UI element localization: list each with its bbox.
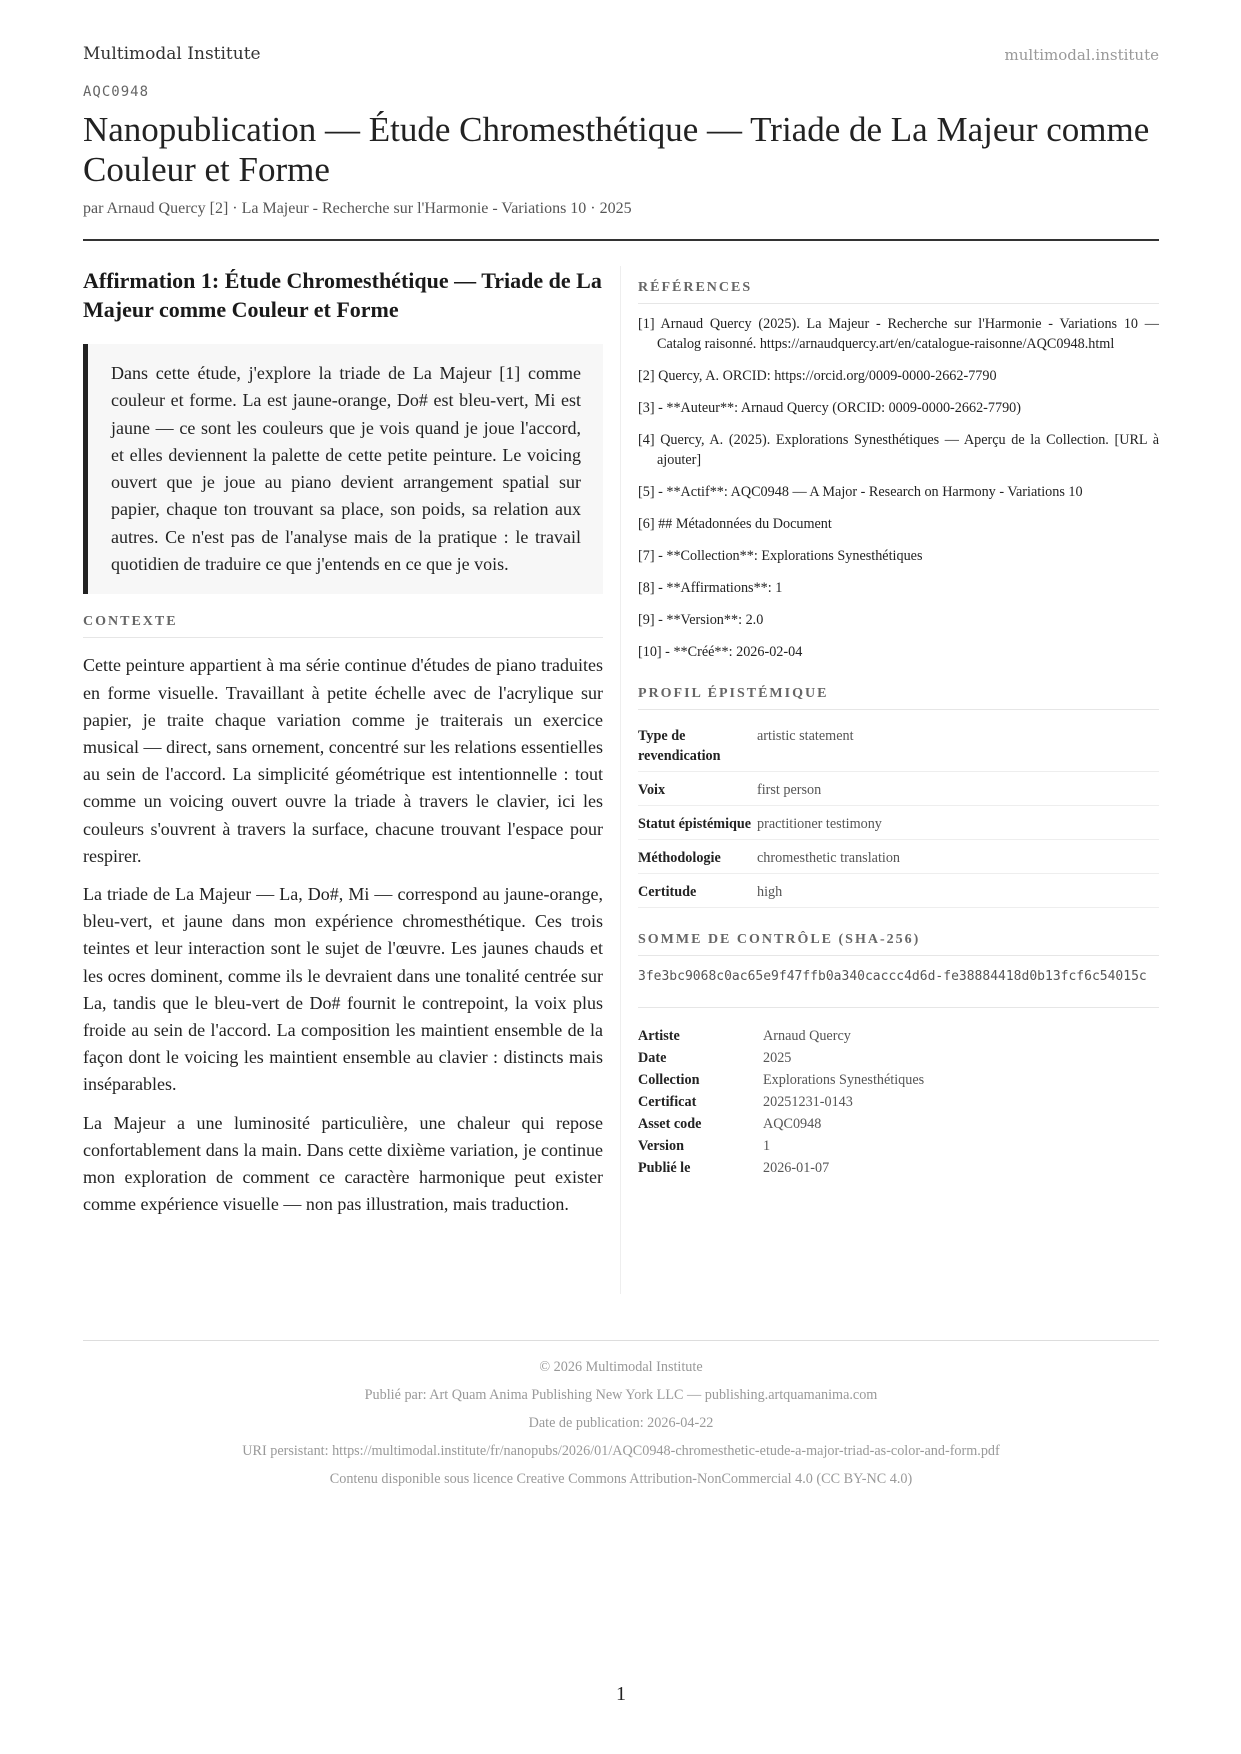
- row-value: 2025: [763, 1050, 792, 1066]
- table-row: [638, 1113, 1159, 1135]
- row-value: 2026-01-07: [763, 1160, 830, 1176]
- table-row: [638, 718, 1159, 772]
- header-divider: [83, 239, 1159, 241]
- sidebar: [638, 280, 1159, 1179]
- footer-copyright: © 2026 Multimodal Institute: [539, 1359, 703, 1375]
- reference-item: [7] - **Collection**: Explorations Synesthétiques: [638, 548, 923, 564]
- reference-item: [10] - **Créé**: 2026-02-04: [638, 644, 803, 660]
- context-paragraph: La Majeur a une luminosité particulière, une chaleur qui repose confortablement dans la main. Dans cette dixième variation, je continue mon exploration de comment ce caractère harmonique peut exister comme expérience visuelle — non pas illustration, mais traduction.: [83, 1112, 603, 1215]
- context-label: CONTEXTE: [83, 614, 603, 638]
- reference-item: [3] - **Auteur**: Arnaud Quercy (ORCID: 0009-0000-2662-7790): [638, 400, 1021, 416]
- table-row: [638, 1135, 1159, 1157]
- claim-quote: Dans cette étude, j'explore la triade de La Majeur [1] comme couleur et forme. La est jaune-orange, Do# est bleu-vert, Mi est jaune — ce sont les couleurs que je vois quand je joue l'accord, et elles deviennent la palette de cette petite peinture. Le voicing ouvert que je joue au piano devient arrangement spatial sur papier, chaque ton trouvant sa place, son poids, sa relation aux autres. Ce n'est pas de l'analyse mais de la pratique : le travail quotidien de traduire ce que j'entends en ce que je vois.: [83, 344, 603, 594]
- row-value: 1: [763, 1138, 771, 1154]
- site-name: Multimodal Institute: [83, 44, 261, 64]
- row-value: high: [757, 874, 1159, 908]
- byline: par Arnaud Quercy [2] · La Majeur - Recherche sur l'Harmonie - Variations 10 · 2025: [83, 200, 632, 217]
- row-value: artistic statement: [757, 718, 1159, 772]
- table-row: [638, 1047, 1159, 1069]
- site-url-link[interactable]: multimodal.institute: [1004, 46, 1159, 64]
- row-key: Certificat: [638, 1094, 697, 1110]
- epistemic-profile-table: [638, 718, 1159, 908]
- context-paragraph: Cette peinture appartient à ma série continue d'études de piano traduites en forme visuelle. Travaillant à petite échelle avec de l'acrylique sur papier, je traite chaque variation comme je traiterais un exercice musical — direct, sans ornement, concentré sur les relations essentielles au sein de l'accord. La simplicité géométrique est intentionnelle : tout comme un voicing ouvert ouvre la triade à travers le clavier, ici les couleurs s'ouvrent à travers la surface, chacune trouvant l'espace pour respirer.: [83, 655, 603, 866]
- main-column: [83, 266, 603, 1218]
- row-key: Collection: [638, 1072, 700, 1088]
- references-list: [638, 314, 1159, 662]
- footer-publication-date: Date de publication: 2026-04-22: [528, 1415, 714, 1431]
- checksum-value: 3fe3bc9068c0ac65e9f47ffb0a340caccc4d6d-fe38884418d0b13fcf6c54015c: [638, 967, 1159, 1008]
- column-divider: [620, 266, 621, 1294]
- page-number: 1: [616, 1683, 626, 1705]
- metadata-table: [638, 1025, 1159, 1179]
- site-header: [83, 44, 1159, 68]
- context-paragraph: La triade de La Majeur — La, Do#, Mi — correspond au jaune-orange, bleu-vert, et jaune dans mon expérience chromesthétique. Ces trois teintes et leur interaction sont le sujet de l'œuvre. Les jaunes chauds et les ocres dominent, comme ils le devraient dans une tonalité centrée sur La, tandis que le bleu-vert de Do# fournit le contrepoint, la voix plus froide au sein de l'accord. La composition les maintient ensemble de la façon dont le voicing les maintient ensemble au clavier : distincts mais inséparables.: [83, 884, 603, 1095]
- reference-item[interactable]: [1] Arnaud Quercy (2025). La Majeur - Recherche sur l'Harmonie - Variations 10 — Catalog raisonné. https://arnaudquercy.art/en/catalogue-raisonne/AQC0948.html: [638, 316, 1159, 352]
- row-value: 20251231-0143: [763, 1094, 853, 1110]
- row-value: Explorations Synesthétiques: [763, 1072, 925, 1088]
- claim-title: Affirmation 1: Étude Chromesthétique — Triade de La Majeur comme Couleur et Forme: [83, 268, 602, 322]
- footer-publisher: Publié par: Art Quam Anima Publishing New York LLC — publishing.artquamanima.com: [364, 1387, 878, 1403]
- footer-persistent-uri[interactable]: URI persistant: https://multimodal.institute/fr/nanopubs/2026/01/AQC0948-chromesthetic-etude-a-major-triad-as-color-and-form.pdf: [242, 1443, 1000, 1459]
- row-value: first person: [757, 772, 1159, 806]
- table-row: [638, 1069, 1159, 1091]
- reference-item: [6] ## Métadonnées du Document: [638, 516, 832, 532]
- checksum-label: SOMME DE CONTRÔLE (SHA-256): [638, 932, 1159, 956]
- page-title: Nanopublication — Étude Chromesthétique — Triade de La Majeur comme Couleur et Forme: [83, 110, 1150, 189]
- row-value: chromesthetic translation: [757, 840, 1159, 874]
- row-key: Version: [638, 1138, 684, 1154]
- table-row: [638, 874, 1159, 908]
- row-key: Voix: [638, 772, 757, 806]
- table-row: [638, 806, 1159, 840]
- table-row: [638, 1025, 1159, 1047]
- reference-item[interactable]: [2] Quercy, A. ORCID: https://orcid.org/0009-0000-2662-7790: [638, 368, 997, 384]
- epistemic-profile-label: PROFIL ÉPISTÉMIQUE: [638, 686, 1159, 710]
- row-value: AQC0948: [763, 1116, 822, 1132]
- references-label: RÉFÉRENCES: [638, 280, 1159, 304]
- asset-code: AQC0948: [83, 84, 150, 100]
- row-key: Asset code: [638, 1116, 702, 1132]
- row-value: practitioner testimony: [757, 806, 1159, 840]
- row-key: Type de revendication: [638, 718, 757, 772]
- table-row: [638, 1157, 1159, 1179]
- row-key: Certitude: [638, 874, 757, 908]
- table-row: [638, 840, 1159, 874]
- footer-divider: [83, 1340, 1159, 1341]
- row-value: Arnaud Quercy: [763, 1028, 851, 1044]
- footer-license: Contenu disponible sous licence Creative Commons Attribution-NonCommercial 4.0 (CC BY-NC 4.0): [329, 1471, 913, 1487]
- row-key: Méthodologie: [638, 840, 757, 874]
- table-row: [638, 772, 1159, 806]
- reference-item: [8] - **Affirmations**: 1: [638, 580, 783, 596]
- table-row: [638, 1091, 1159, 1113]
- row-key: Publié le: [638, 1160, 691, 1176]
- row-key: Artiste: [638, 1028, 680, 1044]
- reference-item: [9] - **Version**: 2.0: [638, 612, 764, 628]
- reference-item: [5] - **Actif**: AQC0948 — A Major - Research on Harmony - Variations 10: [638, 484, 1083, 500]
- row-key: Statut épistémique: [638, 806, 757, 840]
- row-key: Date: [638, 1050, 667, 1066]
- reference-item: [4] Quercy, A. (2025). Explorations Synesthétiques — Aperçu de la Collection. [URL à ajouter]: [638, 432, 1159, 468]
- footer: [83, 1357, 1159, 1497]
